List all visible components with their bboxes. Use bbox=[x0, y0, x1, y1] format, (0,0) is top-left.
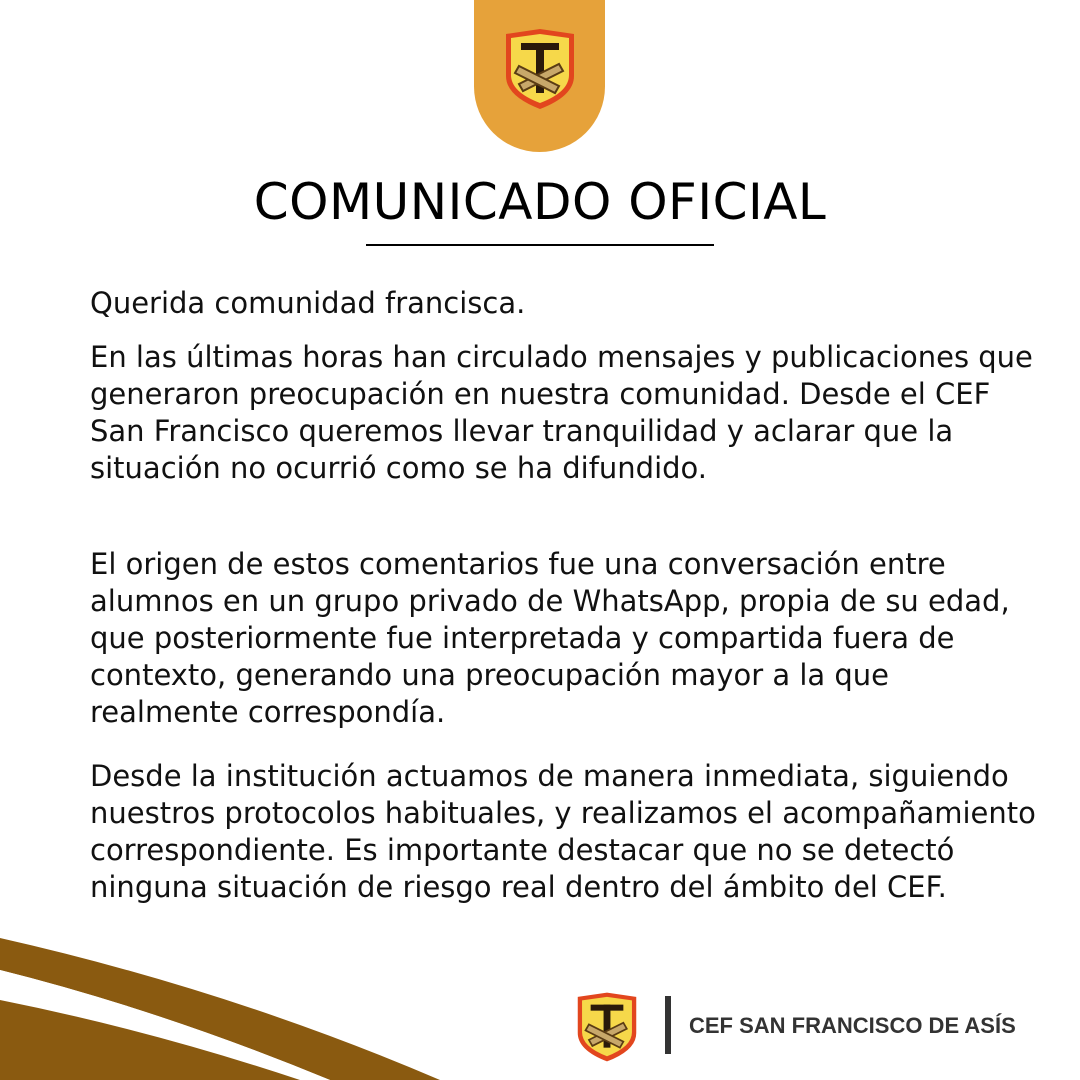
title-divider bbox=[366, 244, 714, 246]
decorative-swoosh bbox=[0, 930, 460, 1080]
paragraph: El origen de estos comentarios fue una conversación entre alumnos en un grupo privado de WhatsApp, propia de su edad, que posteriormente fue interpretada y compartida fuera de contexto, generando una preocupación mayor a la que realmente correspondía. bbox=[90, 547, 1010, 729]
institution-name: CEF SAN FRANCISCO DE ASÍS bbox=[689, 1013, 1016, 1038]
greeting: Querida comunidad francisca. bbox=[90, 286, 526, 320]
paragraph: Desde la institución actuamos de manera inmediata, siguiendo nuestros protocolos habituales, y realizamos el acompañamiento correspondiente. Es importante destacar que no se detectó ninguna situación de riesgo real dentro del ámbito del CEF. bbox=[90, 759, 1036, 904]
footer-divider bbox=[665, 996, 671, 1054]
page-title: COMUNICADO OFICIAL bbox=[253, 173, 827, 231]
paragraph: En las últimas horas han circulado mensajes y publicaciones que generaron preocupación en nuestra comunidad. Desde el CEF San Francisco queremos llevar tranquilidad y aclarar que la situación no ocurrió como se ha difundido. bbox=[90, 340, 1033, 485]
school-crest-icon bbox=[575, 990, 639, 1064]
school-crest-icon bbox=[503, 26, 577, 112]
